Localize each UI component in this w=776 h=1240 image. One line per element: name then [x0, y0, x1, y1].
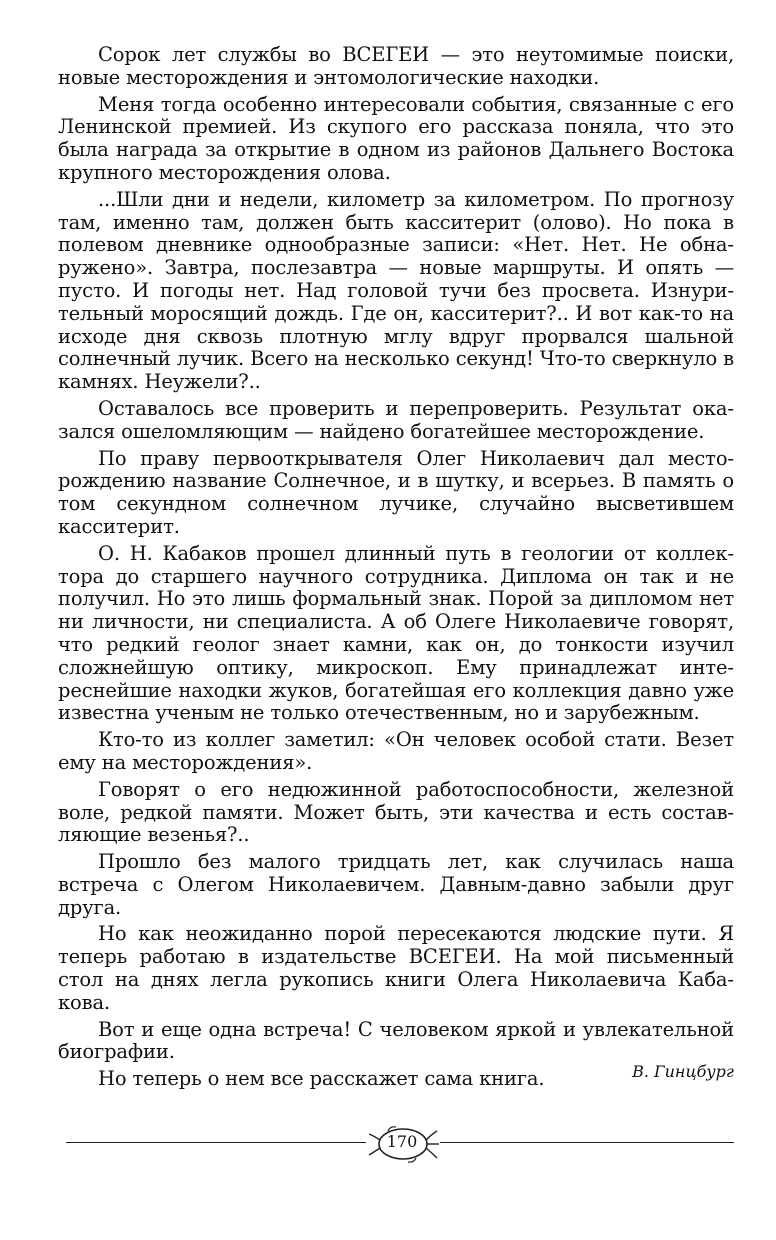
- paragraph-12: Но теперь о нем все расскажет сама книга.: [98, 1067, 545, 1091]
- paragraph-8: Говорят о его недюжинной работоспособности, железной воле, редкой памяти. Может быть, эти качества и есть составляющие везенья?..: [58, 777, 734, 847]
- paragraph-1: Сорок лет службы во ВСЕГЕИ — это неутомимые поиски, новые месторождения и энтомологические находки.: [58, 43, 734, 89]
- paragraph-4: Оставалось все проверить и перепроверить. Результат оказался ошеломляющим — найдено богатейшее месторождение.: [58, 396, 734, 443]
- paragraph-5: По праву первооткрывателя Олег Николаевич дал месторождению название Солнечное, и в шутку, и всерьез. В память о том секундном солнечном лучике, случайно высветившем касситерит.: [58, 446, 734, 538]
- footer-rule-left: [66, 1142, 366, 1143]
- paragraph-7: Кто-то из коллег заметил: «Он человек особой стати. Везет ему на месторождения».: [58, 728, 734, 774]
- paragraph-3: ...Шли дни и недели, километр за километром. По прогнозу там, именно там, должен быть касситерит (олово). Но пока в полевом дневнике однообразные записи: «Нет. Нет. Не обнаружено». Завтра, послезавтра — новые маршруты. И опять — пусто. И погоды нет. Над головой тучи без просвета. Изнурительный моросящий дождь. Где он, касситерит?.. И вот как-то на исходе дня сквозь плотную мглу вдруг прорвался шальной солнечный лучик. Всего на несколько секунд! Что-то сверкнуло в камнях. Неужели?..: [58, 187, 734, 394]
- paragraph-6: О. Н. Кабаков прошел длинный путь в геологии от коллектора до старшего научного сотрудника. Диплома он так и не получил. Но это лишь формальный знак. Порой за дипломом нет ни личности, ни специалиста. А об Олеге Николаевиче говорят, что редкий геолог знает камни, как он, до тонкости изучил сложнейшую оптику, микроскоп. Ему принадлежат интереснейшие находки жуков, богатейшая его коллекция давно уже известна ученым не только отечественным, но и зарубежным.: [58, 541, 734, 725]
- paragraph-9: Прошло без малого тридцать лет, как случилась наша встреча с Олегом Николаевичем. Давным-давно забыли друг друга.: [58, 850, 734, 919]
- paragraph-10: Но как неожиданно порой пересекаются людские пути. Я теперь работаю в издательстве ВСЕГЕИ. На мой письменный стол на днях легла рукопись книги Олега Николаевича Кабакова.: [58, 922, 734, 1014]
- footer-rule-right: [440, 1142, 734, 1143]
- page-footer: [66, 1122, 734, 1166]
- page-number: 170: [386, 1132, 418, 1151]
- paragraph-2: Меня тогда особенно интересовали события, связанные с его Ленинской премией. Из скупого его рассказа поняла, что это была награда за открытие в одном из районов Дальнего Востока крупного месторождения олова.: [58, 92, 734, 184]
- paragraph-11: Вот и еще одна встреча! С человеком яркой и увлекательной биографии.: [58, 1017, 734, 1064]
- article-body: [58, 44, 734, 1095]
- author-signature: В. Гинцбург: [632, 1062, 734, 1081]
